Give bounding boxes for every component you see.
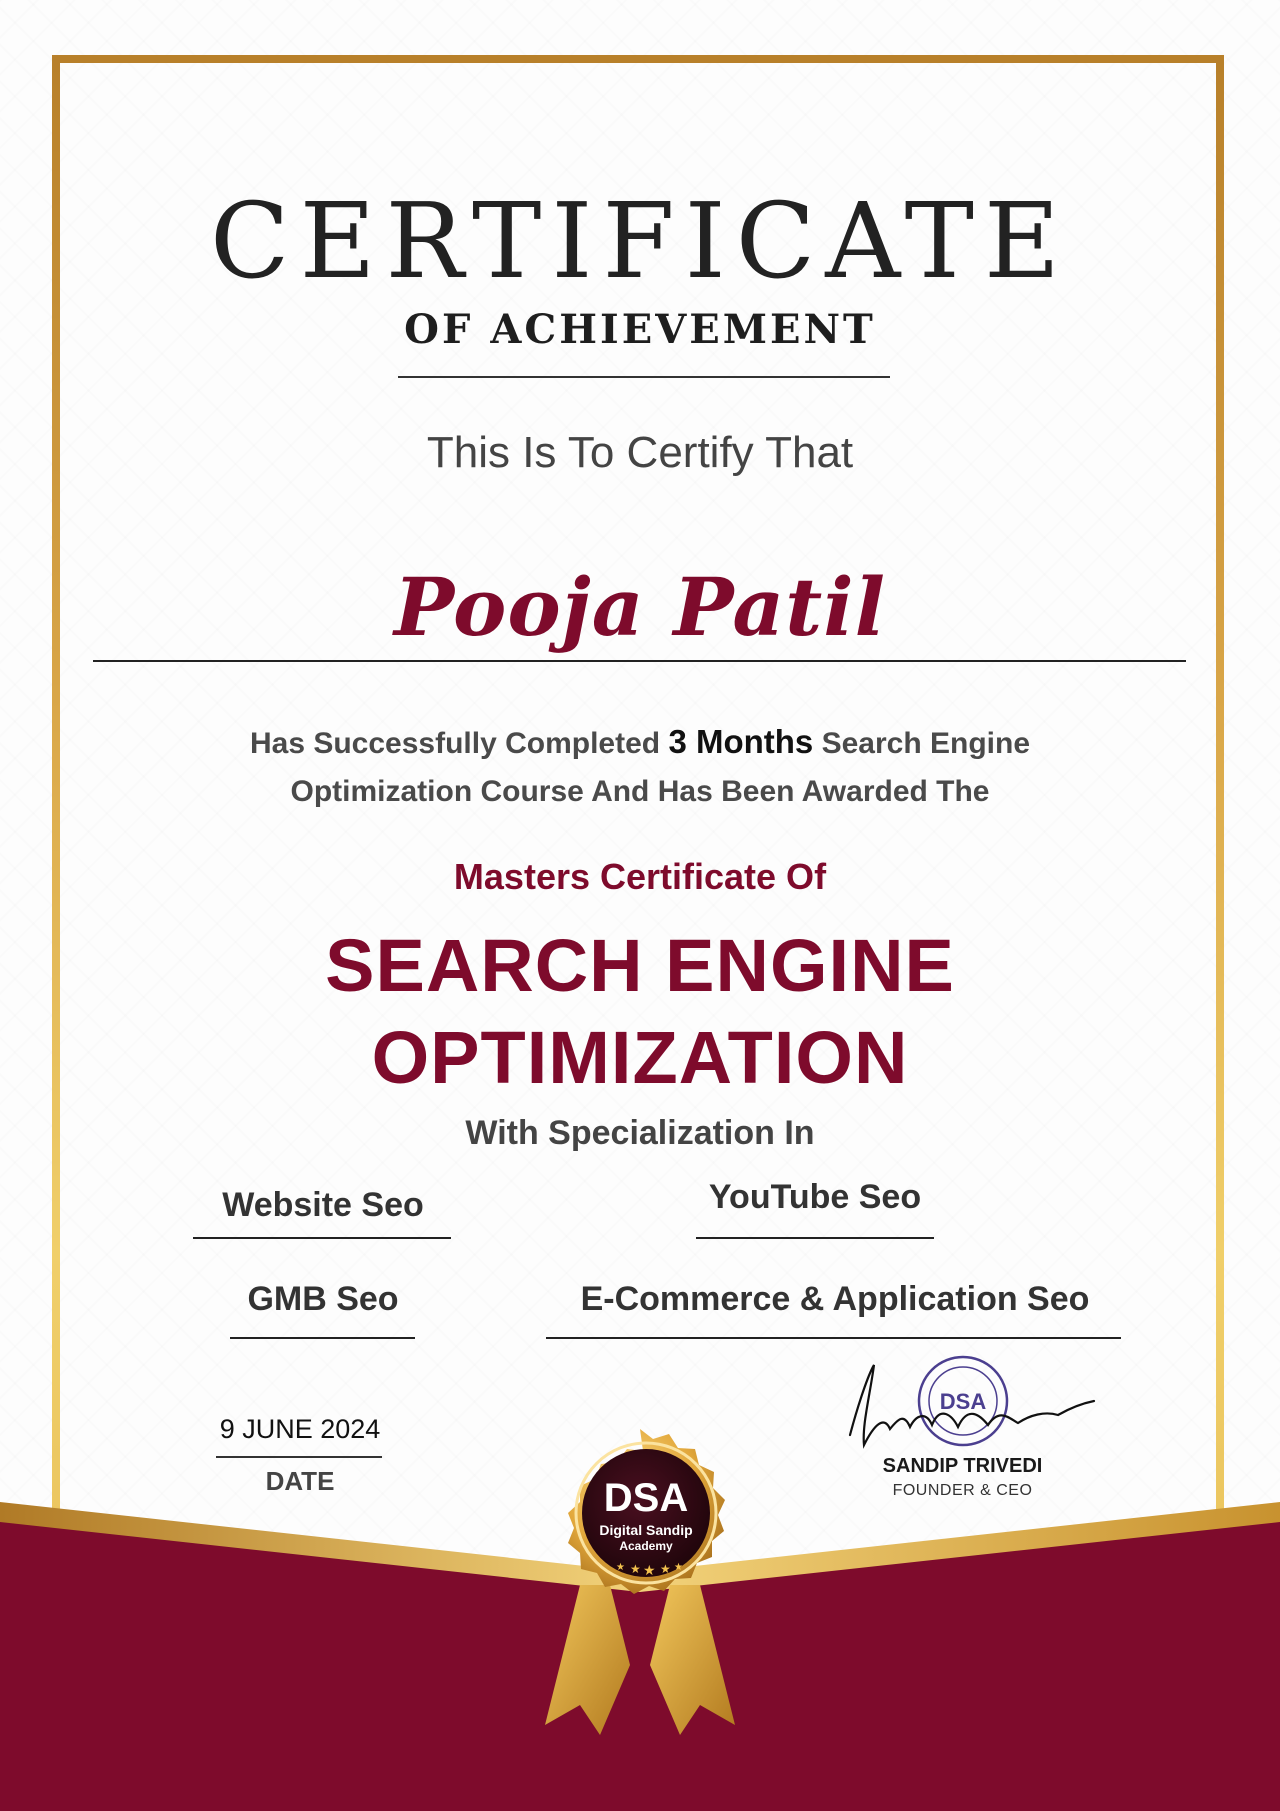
title-divider	[398, 376, 890, 378]
seal-text-line1: Digital Sandip	[599, 1522, 693, 1538]
completion-text-part1: Has Successfully Completed	[249, 727, 669, 760]
masters-heading: Masters Certificate Of	[453, 856, 827, 897]
completion-text-line2: Optimization Course And Has Been Awarded The	[290, 775, 990, 808]
stamp-logo: DSA	[939, 1389, 987, 1414]
recipient-name: Pooja Patil	[394, 560, 886, 654]
certificate-subtitle: OF ACHIEVEMENT	[404, 306, 876, 353]
specialization-underline	[193, 1237, 451, 1239]
completion-statement	[0, 718, 1280, 816]
date-underline	[216, 1456, 382, 1458]
program-title-line1: SEARCH ENGINE	[325, 924, 955, 1007]
program-title	[0, 920, 1280, 1104]
ribbon-right	[650, 1585, 735, 1735]
specialization-underline	[230, 1337, 415, 1339]
signatory-title: FOUNDER & CEO	[892, 1482, 1033, 1499]
certify-line: This Is To Certify That	[426, 428, 854, 477]
specialization-underline	[696, 1237, 934, 1239]
seal-logo: DSA	[603, 1476, 689, 1520]
ribbon-left	[545, 1585, 630, 1735]
svg-text:★: ★	[616, 1562, 625, 1573]
date-label: DATE	[265, 1466, 335, 1496]
signature-with-stamp	[840, 1345, 1100, 1465]
specialization-underline	[546, 1337, 1121, 1339]
svg-text:★: ★	[643, 1563, 656, 1579]
name-underline	[93, 660, 1186, 662]
stamp-icon	[919, 1357, 1007, 1445]
completion-text-part2: Search Engine	[813, 727, 1031, 760]
specialization-item: GMB Seo	[247, 1280, 399, 1318]
course-duration: 3 Months	[668, 723, 814, 760]
seal-text-line2: Academy	[619, 1539, 673, 1553]
program-title-line2: OPTIMIZATION	[371, 1016, 909, 1099]
specialization-item: E-Commerce & Application Seo	[580, 1280, 1090, 1318]
certificate-title: CERTIFICATE	[210, 180, 1070, 302]
specialization-item: Website Seo	[222, 1186, 424, 1224]
specialization-item: YouTube Seo	[708, 1178, 922, 1216]
academy-seal	[510, 1425, 770, 1745]
award-date: 9 JUNE 2024	[219, 1414, 381, 1444]
specialization-heading: With Specialization In	[465, 1114, 815, 1152]
signatory-name: SANDIP TRIVEDI	[882, 1455, 1043, 1477]
svg-text:★: ★	[674, 1562, 683, 1573]
svg-text:★: ★	[630, 1562, 641, 1576]
svg-text:★: ★	[660, 1562, 671, 1576]
